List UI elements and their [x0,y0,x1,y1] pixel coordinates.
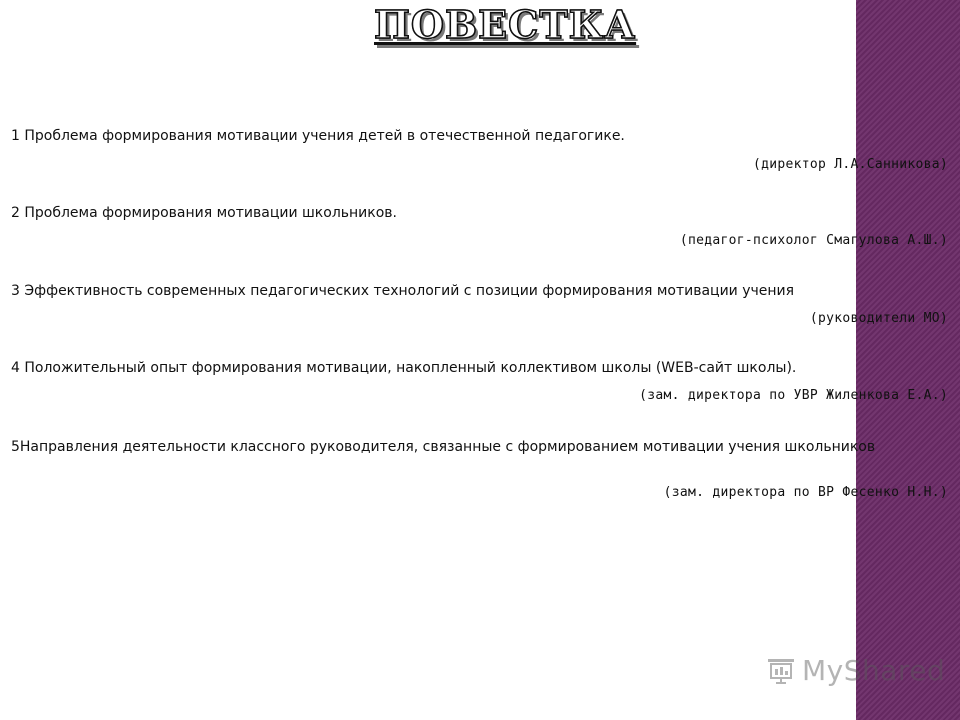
agenda-item-4-presenter: (зам. директора по УВР Жиленкова Е.А.) [639,388,948,403]
agenda-item-2-text: 2 Проблема формирования мотивации школьников. [11,205,398,221]
agenda-item-2-presenter: (педагог-психолог Смагулова А.Ш.) [679,233,948,248]
agenda-item-1-text: 1 Проблема формирования мотивации учения детей в отечественной педагогике. [11,128,625,144]
decorative-side-stripe [856,0,960,720]
agenda-item-1-presenter: (директор Л.А.Санникова) [752,157,948,172]
agenda-item-3-text: 3 Эффективность современных педагогических технологий с позиции формирования мотивации учения [11,283,795,299]
agenda-item-4-text: 4 Положительный опыт формирования мотивации, накопленный коллективом школы (WEB-сайт школы). [11,360,797,376]
agenda-item-3-presenter: (руководители МО) [809,311,948,326]
agenda-item-5-presenter: (зам. директора по ВР Фесенко Н.Н.) [663,485,948,500]
agenda-item-5-text: 5Направления деятельности классного руководителя, связанные с формированием мотивации учения школьников [11,439,876,455]
presentation-board-icon [766,656,796,686]
slide-title: ПОВЕСТКА [374,2,637,47]
myshared-watermark [766,654,945,687]
watermark-text: MyShared [802,654,946,687]
